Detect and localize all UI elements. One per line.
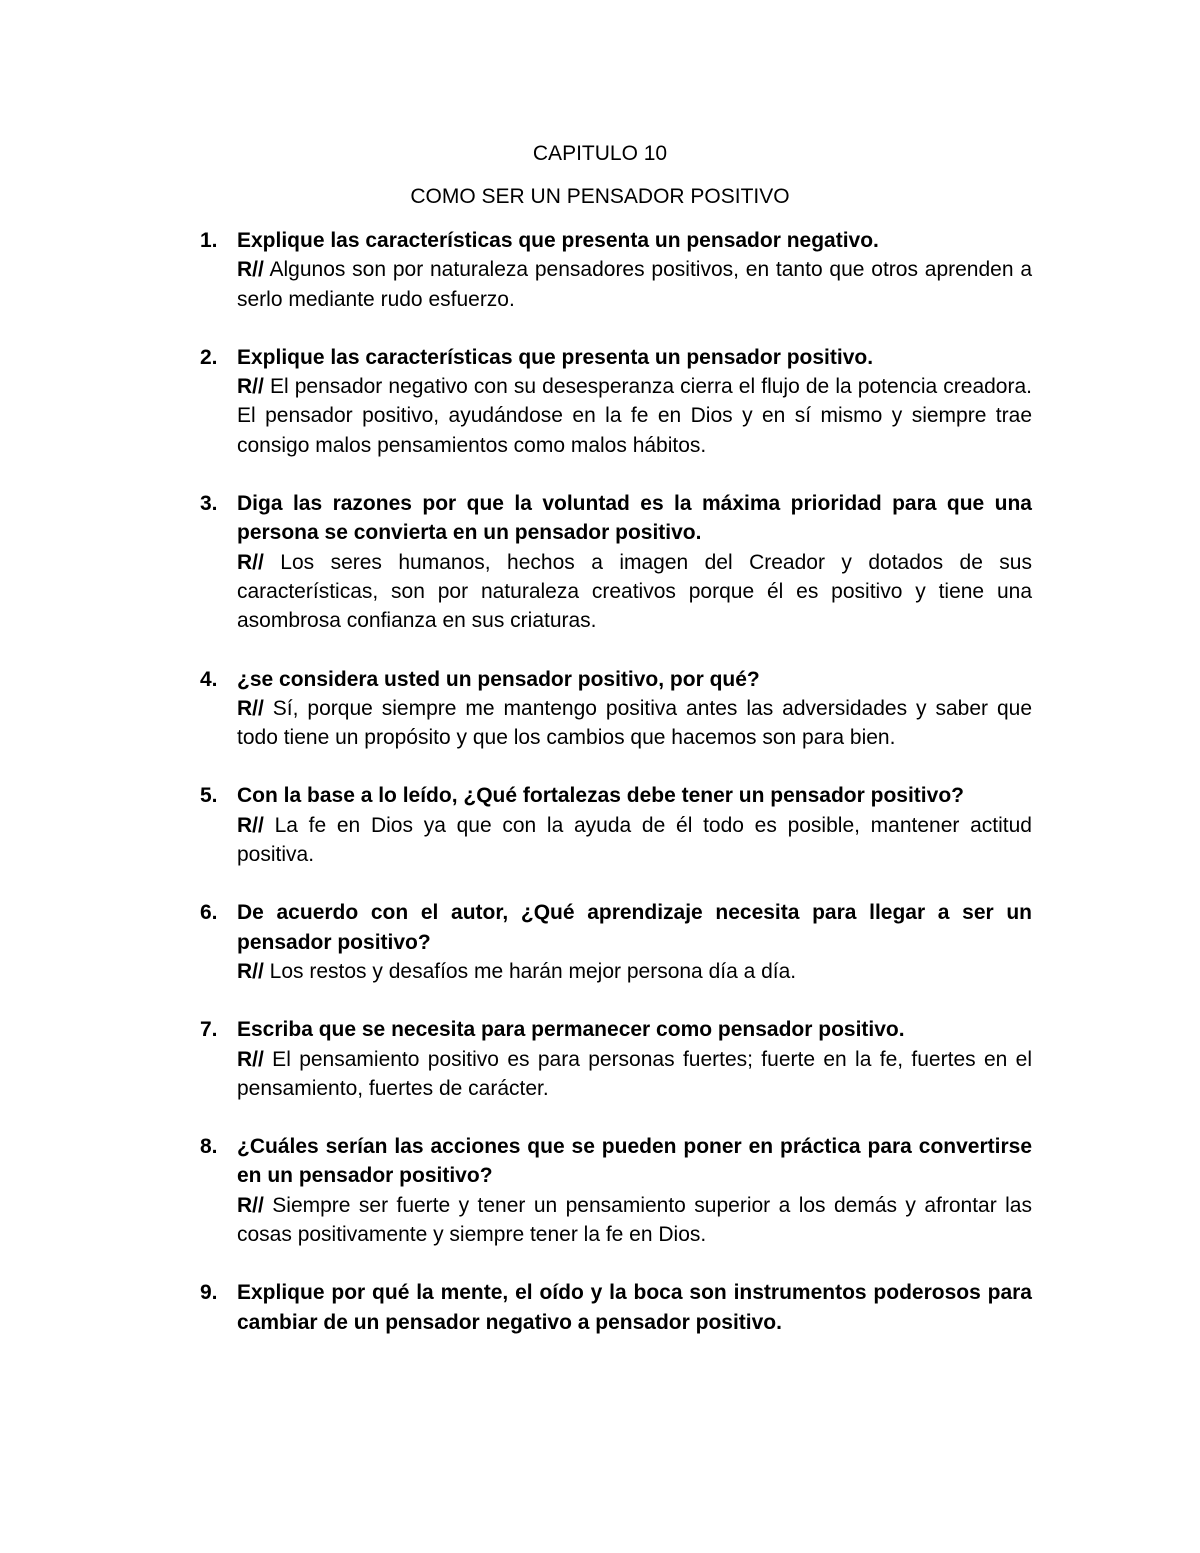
answer-body: Sí, porque siempre me mantengo positiva antes las adversidades y saber que todo tiene un propósito y que los cambios que hacemos son para bien. <box>237 696 1032 750</box>
question-number: 5. <box>200 784 218 808</box>
answer-text <box>237 1045 1032 1104</box>
question-item-9 <box>200 1278 1032 1337</box>
question-number: 8. <box>200 1135 218 1159</box>
question-item-4 <box>200 665 1032 753</box>
question-number: 3. <box>200 492 218 516</box>
answer-body: Los restos y desafíos me harán mejor persona día a día. <box>263 959 797 983</box>
question-text: Con la base a lo leído, ¿Qué fortalezas debe tener un pensador positivo? <box>237 784 964 808</box>
answer-text <box>237 548 1032 636</box>
answer-text <box>237 694 1032 753</box>
answer-prefix: R// <box>237 258 264 282</box>
answer-body: La fe en Dios ya que con la ayuda de él todo es posible, mantener actitud positiva. <box>237 813 1032 867</box>
chapter-heading: CAPITULO 10 <box>532 142 668 165</box>
question-item-3 <box>200 489 1032 635</box>
question-item-5 <box>200 781 1032 869</box>
question-text: De acuerdo con el autor, ¿Qué aprendizaje necesita para llegar a ser un pensador positivo? <box>237 901 1032 954</box>
answer-text <box>237 957 1032 986</box>
question-number: 4. <box>200 667 218 691</box>
answer-body: El pensamiento positivo es para personas fuertes; fuerte en la fe, fuertes en el pensamiento, fuertes de carácter. <box>237 1047 1032 1100</box>
question-number: 1. <box>200 229 218 252</box>
answer-body: Algunos son por naturaleza pensadores positivos, en tanto que otros aprenden a serlo mediante rudo esfuerzo. <box>237 258 1032 311</box>
question-text: ¿se considera usted un pensador positivo, por qué? <box>237 667 760 691</box>
question-number: 6. <box>200 901 218 925</box>
answer-prefix: R// <box>237 375 264 399</box>
question-text: Explique las características que presenta un pensador negativo. <box>237 229 879 252</box>
question-list <box>200 226 1032 1366</box>
question-text: Escriba que se necesita para permanecer como pensador positivo. <box>237 1018 905 1042</box>
answer-prefix: R// <box>237 696 264 720</box>
question-item-1 <box>200 226 1032 314</box>
question-number: 7. <box>200 1018 218 1042</box>
answer-prefix: R// <box>237 1193 264 1217</box>
question-text: Explique las características que presenta un pensador positivo. <box>237 345 874 369</box>
question-item-6 <box>200 898 1032 986</box>
answer-text <box>237 811 1032 870</box>
question-number: 2. <box>200 345 218 369</box>
question-text: Explique por qué la mente, el oído y la boca son instrumentos poderosos para cambiar de un pensador negativo a pensador positivo. <box>237 1281 1032 1334</box>
answer-body: Los seres humanos, hechos a imagen del Creador y dotados de sus características, son por naturaleza creativos porque él es positivo y tiene una asombrosa confianza en sus criaturas. <box>237 550 1032 633</box>
question-item-2 <box>200 343 1032 460</box>
answer-text <box>237 1191 1032 1250</box>
answer-prefix: R// <box>237 550 264 574</box>
answer-body: Siempre ser fuerte y tener un pensamiento superior a los demás y afrontar las cosas positivamente y siempre tener la fe en Dios. <box>237 1193 1032 1247</box>
question-number: 9. <box>200 1281 218 1305</box>
question-item-7 <box>200 1015 1032 1103</box>
answer-text <box>237 255 1032 314</box>
question-item-8 <box>200 1132 1032 1249</box>
answer-text <box>237 372 1032 460</box>
question-text: ¿Cuáles serían las acciones que se pueden poner en práctica para convertirse en un pensador positivo? <box>237 1135 1032 1188</box>
answer-prefix: R// <box>237 959 264 983</box>
chapter-subtitle: COMO SER UN PENSADOR POSITIVO <box>410 185 790 208</box>
answer-body: El pensador negativo con su desesperanza cierra el flujo de la potencia creadora. El pensador positivo, ayudándose en la fe en Dios y en sí mismo y siempre trae consigo malos pensamientos como malos hábitos. <box>237 375 1032 457</box>
question-text: Diga las razones por que la voluntad es la máxima prioridad para que una persona se convierta en un pensador positivo. <box>237 492 1032 545</box>
answer-prefix: R// <box>237 1047 264 1071</box>
answer-prefix: R// <box>237 813 264 837</box>
